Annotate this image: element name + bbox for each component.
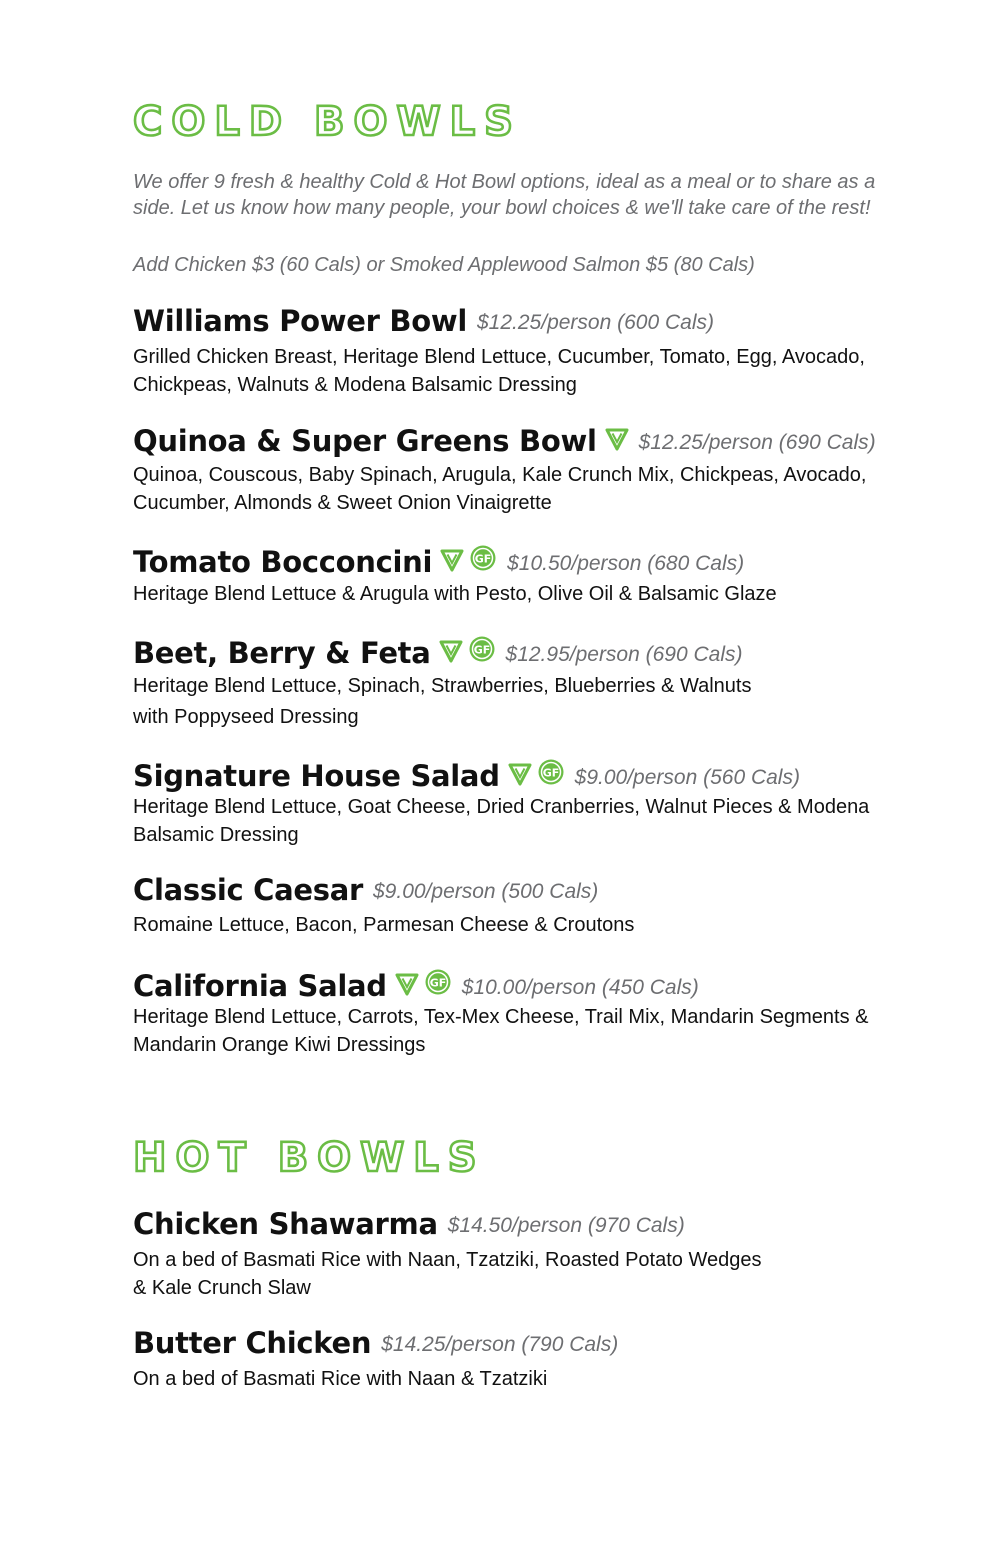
menu-item-description — [133, 911, 893, 939]
menu-item-price: $9.00/person (560 Cals) — [574, 766, 800, 789]
description-line: Heritage Blend Lettuce, Goat Cheese, Dried Cranberries, Walnut Pieces & Modena — [133, 796, 870, 818]
hot-bowls-heading: HOT BOWLS — [133, 1135, 486, 1181]
menu-item-title — [133, 542, 744, 582]
menu-item-title — [133, 966, 699, 1006]
addons-note: Add Chicken $3 (60 Cals) or Smoked Applewood Salmon $5 (80 Cals) — [133, 254, 755, 276]
vegetarian-icon — [440, 544, 464, 580]
cold-bowls-heading: COLD BOWLS — [133, 99, 522, 145]
intro-line-1: We offer 9 fresh & healthy Cold & Hot Bowl options, ideal as a meal or to share as a — [133, 171, 876, 193]
menu-item-description — [133, 1365, 893, 1393]
menu-item-name: Beet, Berry & Feta — [133, 636, 431, 670]
description-line: Cucumber, Almonds & Sweet Onion Vinaigrette — [133, 492, 552, 514]
menu-item-title — [133, 633, 743, 673]
menu-item-description — [133, 1003, 893, 1059]
menu-item-price: $12.25/person (600 Cals) — [477, 311, 714, 334]
gluten-free-icon — [469, 544, 497, 580]
menu-item-title — [133, 421, 876, 461]
description-line: Chickpeas, Walnuts & Modena Balsamic Dressing — [133, 374, 577, 396]
menu-item-name: Chicken Shawarma — [133, 1207, 438, 1241]
menu-item-price: $10.50/person (680 Cals) — [507, 552, 745, 575]
menu-item-description — [133, 1246, 893, 1302]
menu-item-name: Butter Chicken — [133, 1326, 372, 1360]
gluten-free-label: GF — [542, 766, 559, 780]
description-line: Mandarin Orange Kiwi Dressings — [133, 1034, 426, 1056]
menu-item-title — [133, 870, 598, 910]
gluten-free-icon — [424, 968, 452, 1004]
menu-item-title — [133, 1323, 618, 1363]
description-line: & Kale Crunch Slaw — [133, 1277, 311, 1299]
vegetarian-icon — [439, 635, 463, 671]
menu-item-title — [133, 301, 714, 341]
gluten-free-label: GF — [429, 976, 447, 990]
menu-item-price: $9.00/person (500 Cals) — [373, 880, 599, 903]
description-line: Heritage Blend Lettuce & Arugula with Pesto, Olive Oil & Balsamic Glaze — [133, 583, 777, 605]
vegetarian-icon — [508, 758, 532, 794]
menu-item-price: $14.50/person (970 Cals) — [447, 1214, 685, 1237]
menu-item-price: $12.95/person (690 Cals) — [505, 643, 743, 666]
menu-item-name: Classic Caesar — [133, 873, 363, 907]
description-line: On a bed of Basmati Rice with Naan, Tzatziki, Roasted Potato Wedges — [133, 1249, 762, 1271]
description-line: with Poppyseed Dressing — [133, 706, 359, 728]
vegetarian-icon — [605, 423, 629, 459]
menu-item-description — [133, 461, 893, 517]
menu-item-title — [133, 756, 800, 796]
menu-item-price: $12.25/person (690 Cals) — [638, 431, 876, 454]
menu-item-description — [133, 793, 893, 849]
description-line: Balsamic Dressing — [133, 824, 299, 846]
description-line: Romaine Lettuce, Bacon, Parmesan Cheese & Croutons — [133, 914, 635, 936]
description-line: Heritage Blend Lettuce, Carrots, Tex-Mex Cheese, Trail Mix, Mandarin Segments & — [133, 1006, 869, 1028]
menu-item-price: $14.25/person (790 Cals) — [381, 1333, 619, 1356]
gluten-free-label: GF — [473, 643, 490, 657]
description-line: Heritage Blend Lettuce, Spinach, Strawberries, Blueberries & Walnuts — [133, 675, 752, 697]
menu-item-title — [133, 1204, 685, 1244]
menu-item-description — [133, 343, 893, 399]
description-line: Grilled Chicken Breast, Heritage Blend Lettuce, Cucumber, Tomato, Egg, Avocado, — [133, 346, 865, 368]
menu-item-description — [133, 671, 893, 733]
menu-item-price: $10.00/person (450 Cals) — [461, 976, 699, 999]
gluten-free-label: GF — [474, 552, 492, 566]
gluten-free-icon — [537, 758, 565, 794]
menu-item-description — [133, 580, 893, 608]
menu-item-name: Quinoa & Super Greens Bowl — [133, 424, 597, 458]
description-line: On a bed of Basmati Rice with Naan & Tzatziki — [133, 1368, 548, 1390]
vegetarian-icon — [395, 968, 419, 1004]
description-line: Quinoa, Couscous, Baby Spinach, Arugula, Kale Crunch Mix, Chickpeas, Avocado, — [133, 464, 867, 486]
menu-item-name: California Salad — [133, 969, 387, 1003]
menu-item-name: Williams Power Bowl — [133, 304, 467, 338]
menu-item-name: Tomato Bocconcini — [133, 545, 433, 579]
gluten-free-icon — [468, 635, 496, 671]
menu-item-name: Signature House Salad — [133, 759, 500, 793]
intro-line-2: side. Let us know how many people, your bowl choices & we'll take care of the rest! — [133, 197, 871, 219]
